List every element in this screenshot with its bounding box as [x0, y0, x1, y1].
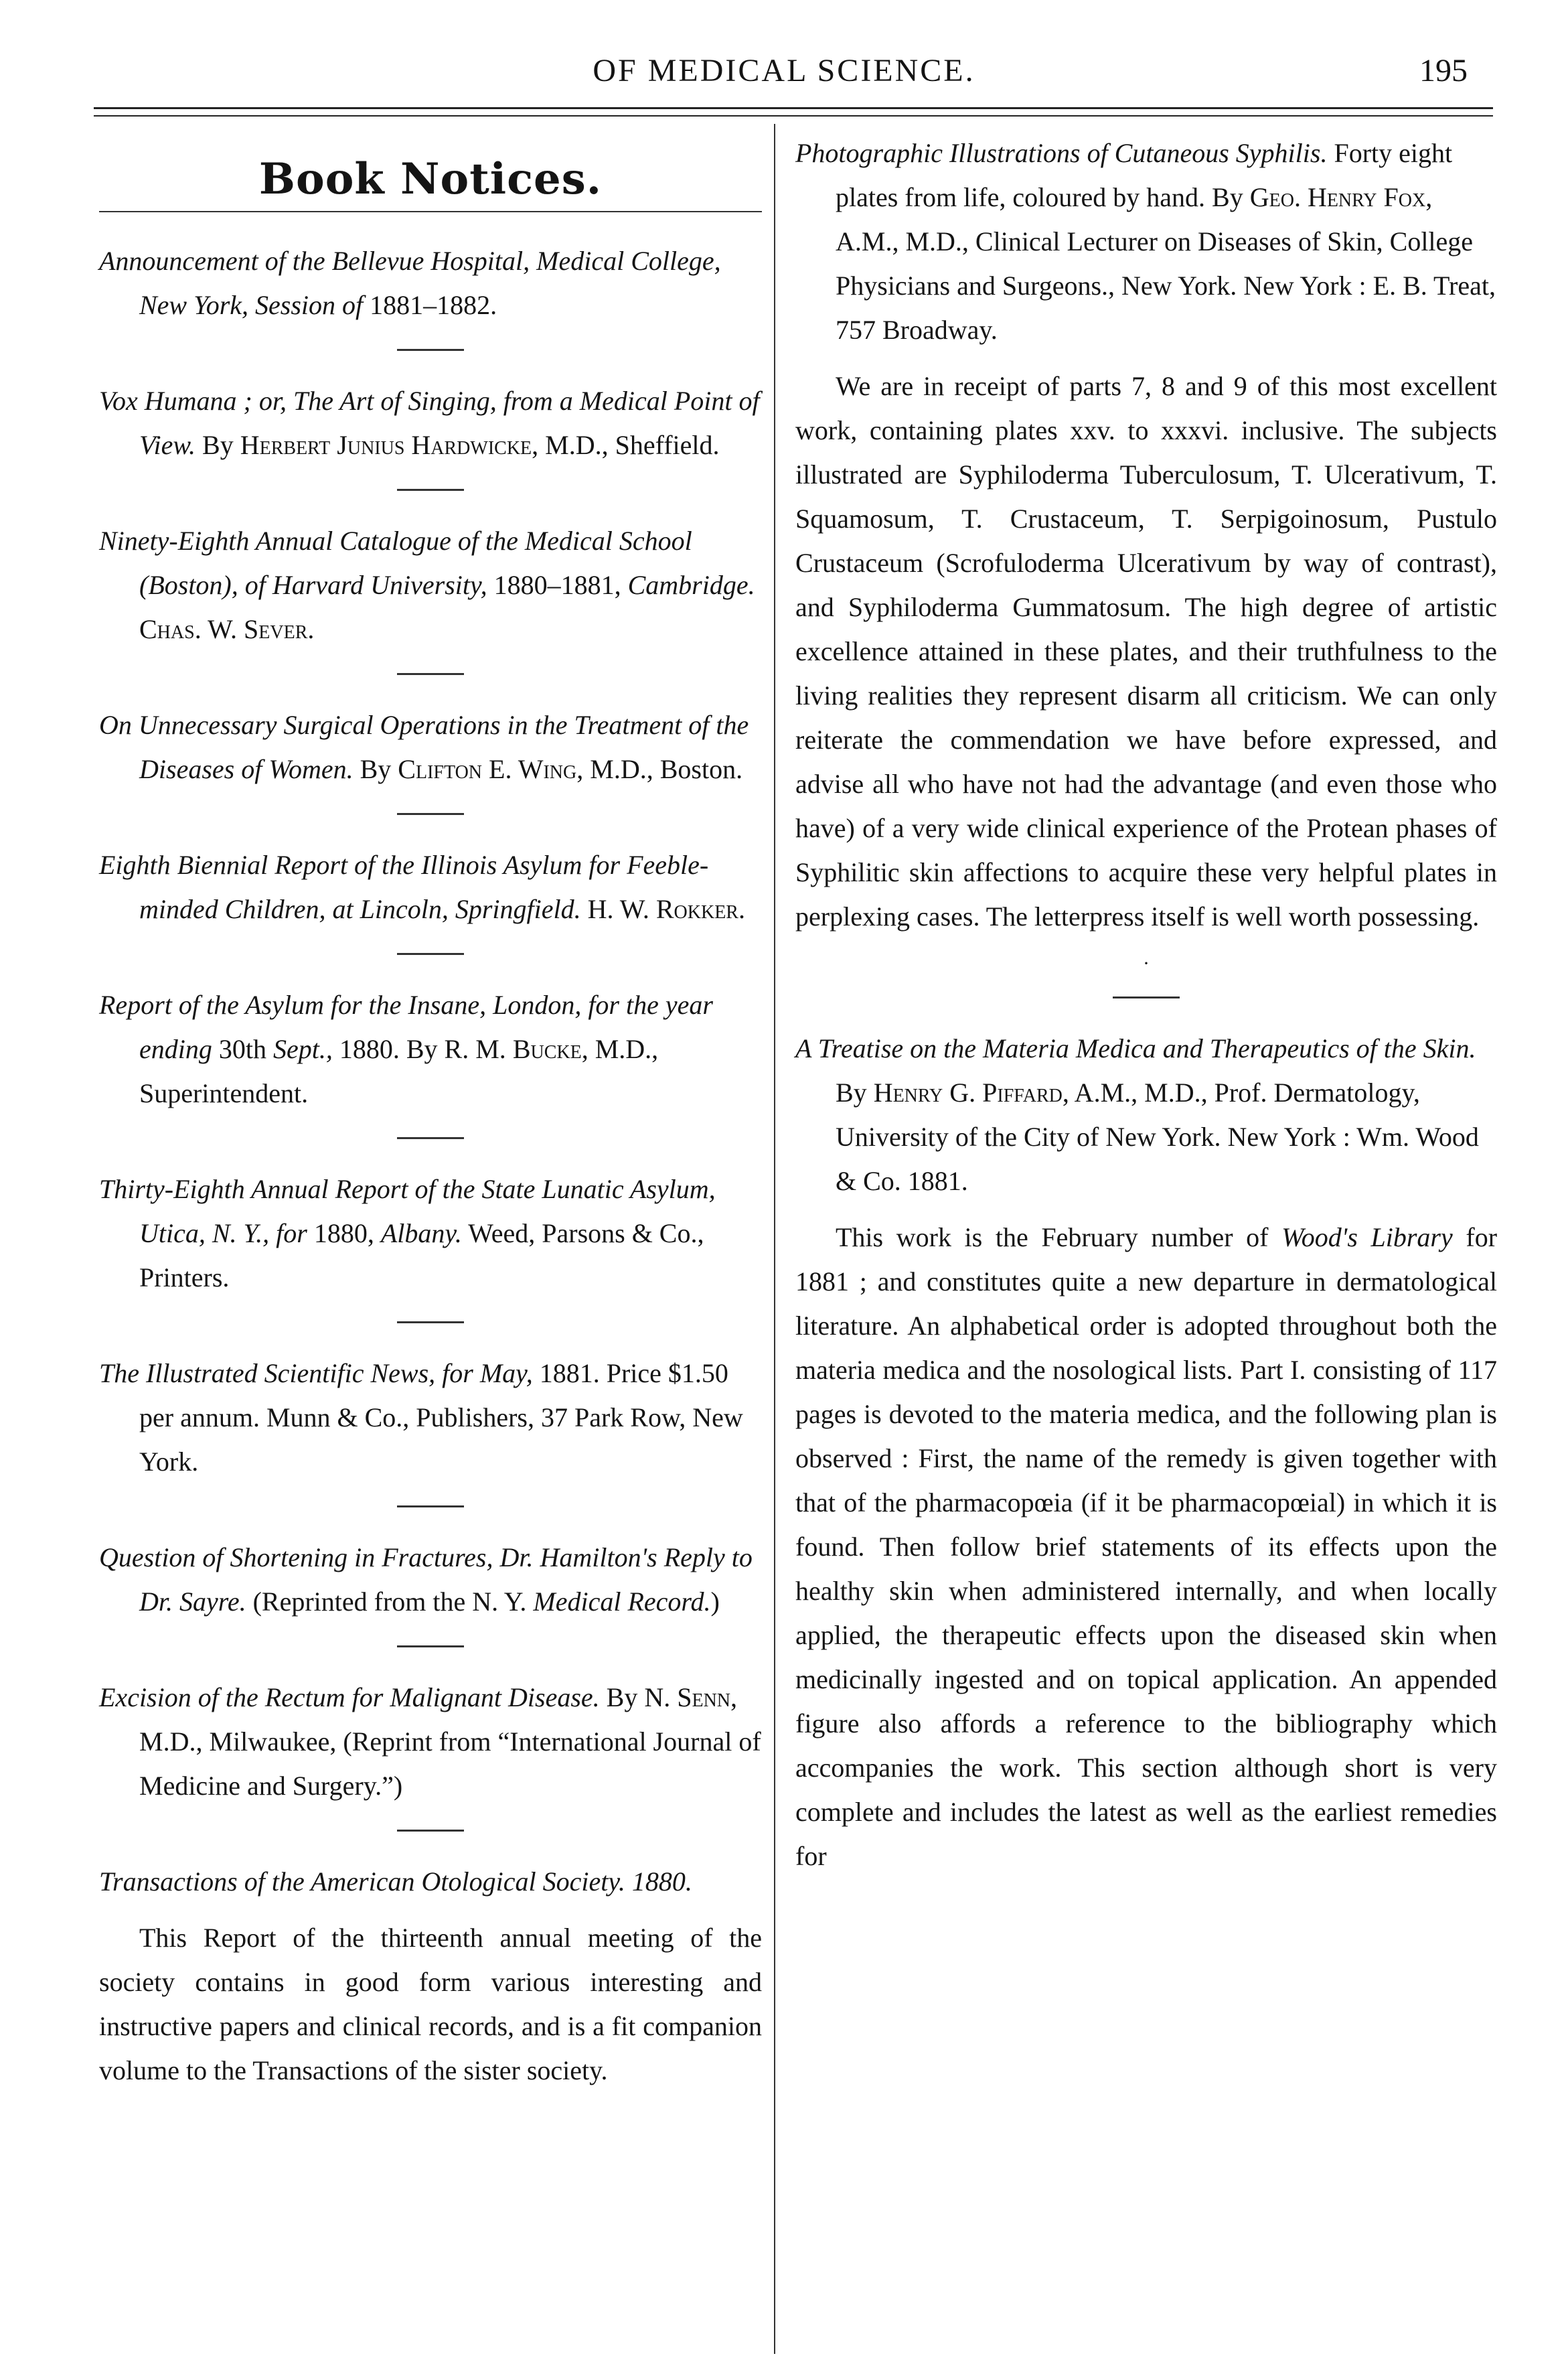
review-paragraph: We are in receipt of parts 7, 8 and 9 of this most excellent work, containing plates xxv. to xxxvi. inclusive. The subjects illustrated are Syphiloderma Tuberculosum, T. Ulcerativum, T. Squamosum, T. Crustaceum, T. Serpigoinosum, Pustulo Crustaceum (Scrofuloderma Ulcerativum by way of contrast), and Syphiloderma Gummatosum. The high degree of artistic excellence attained in these plates, and their truthfulness to the living realities they represent disarm all criticism. We can only reiterate the commendation we have before expressed, and advise all who have not had the advantage (and even those who have) of a very wide clinical experience of the Protean phases of Syphilitic skin affections to acquire these very helpful plates in perplexing cases. The letterpress itself is well worth possessing.: [795, 371, 1497, 932]
section-heading: Book Notices.: [258, 154, 603, 204]
entry-title: Vox Humana ; or, The Art of Singing, from a Medical Point of View.: [99, 386, 760, 460]
book-notice-entry: [99, 843, 762, 932]
entry-text: By: [836, 1078, 874, 1108]
entry-author: Herbert Junius Hardwicke: [240, 430, 532, 460]
entry-divider: [397, 1137, 464, 1139]
entry-title: Question of Shortening in Fractures, Dr. Hamilton's Reply to Dr. Sayre.: [99, 1542, 753, 1617]
header-rule-thin: [94, 115, 1493, 117]
entry-author: Bucke: [512, 1034, 582, 1064]
entry-divider: [397, 349, 464, 351]
entry-title: Eighth Biennial Report of the Illinois Asylum for Feeble-minded Children, at Lincoln, Springfield.: [99, 850, 709, 924]
book-notice-entry: [99, 1536, 762, 1624]
entry-divider: [397, 673, 464, 675]
entry-title-place: Cambridge.: [627, 570, 755, 600]
ornament-dot: ·: [1143, 952, 1150, 974]
entry-title: Excision of the Rectum for Malignant Disease.: [99, 1682, 600, 1712]
entry-text: , A.M., M.D., Prof. Dermatology, University of the City of New York. New York : Wm. Wood & Co. 1881.: [836, 1078, 1479, 1196]
entry-text: , M.D., Boston.: [576, 754, 743, 784]
entry-divider: [397, 489, 464, 491]
entry-text: 1880. By R. M.: [332, 1034, 513, 1064]
entry-text: H. W.: [580, 894, 656, 924]
entry-divider: [397, 1830, 464, 1832]
book-notice-entry: [99, 379, 762, 467]
left-column: [99, 131, 762, 2099]
review-paragraph: [795, 1215, 1497, 1878]
heading-rule: [99, 211, 762, 212]
book-notice-entry: [99, 1351, 762, 1484]
running-head: [0, 52, 1568, 106]
entry-author: Clifton E. Wing: [398, 754, 577, 784]
column-divider: [774, 124, 775, 2354]
entry-author: Henry G. Piffard: [873, 1078, 1063, 1108]
entry-title: Thirty-Eighth Annual Report of the State Lunatic Asylum, Utica, N. Y., for: [99, 1174, 716, 1248]
entry-title: The Illustrated Scientific News, for May,: [99, 1358, 533, 1388]
entry-author: Geo. Henry Fox: [1249, 182, 1426, 212]
entry-title: A Treatise on the Materia Medica and Therapeutics of the Skin.: [795, 1033, 1476, 1063]
entry-text: ): [710, 1586, 720, 1617]
entry-divider: [397, 1645, 464, 1647]
paragraph-text: for 1881 ; and constitutes quite a new departure in dermatological literature. An alphabetical order is adopted throughout both the materia medica and the nosological lists. Part I. consisting of 117 pages is devoted to the materia medica, and the following plan is observed : First, the name of the remedy is given together with that of the pharmacopœia (if it be pharmacopœial) in which it is found. Then follow brief statements of its effects upon the healthy skin when administered internally, and when locally applied, the therapeutic effects upon the diseased skin when medicinally ingested and on topical application. An appended figure also affords a reference to the bibliography which accompanies the work. This section although short is very complete and includes the latest as well as the earliest remedies for: [795, 1222, 1498, 1871]
entry-text: By N.: [599, 1682, 678, 1712]
entry-text: 1881. Price $1.50 per annum. Munn & Co., Publishers, 37 Park Row, New York.: [139, 1358, 743, 1477]
entry-title-journal: Medical Record.: [533, 1586, 711, 1617]
book-notice-entry: [99, 519, 762, 652]
entry-text: 30th: [212, 1034, 273, 1064]
entry-title: Ninety-Eighth Annual Catalogue of the Medical School (Boston), of Harvard University,: [99, 526, 692, 600]
right-column: [795, 131, 1497, 1885]
page-number: 195: [1419, 53, 1468, 88]
entry-title: Photographic Illustrations of Cutaneous Syphilis.: [795, 138, 1328, 168]
entry-author: Rokker.: [655, 894, 745, 924]
entry-title: Report of the Asylum for the Insane, London, for the year ending: [99, 990, 713, 1064]
book-notice-entry: [99, 1167, 762, 1300]
entry-divider: [1113, 996, 1180, 998]
book-notice-entry: [99, 703, 762, 792]
entry-text: 1881–1882.: [363, 290, 497, 320]
entry-text: By: [195, 430, 240, 460]
entry-title: On Unnecessary Surgical Operations in the Treatment of the Diseases of Women.: [99, 710, 749, 784]
book-notice-entry: [99, 1676, 762, 1808]
entry-divider: [397, 813, 464, 815]
running-title: OF MEDICAL SCIENCE.: [593, 53, 975, 88]
entry-text: , M.D., Milwaukee, (Reprint from “International Journal of Medicine and Surgery.”): [139, 1682, 761, 1801]
entry-text: By: [353, 754, 398, 784]
entry-text: Forty eight plates from life, coloured by hand. By: [836, 138, 1453, 212]
header-rule: [94, 107, 1493, 109]
entry-author: Senn: [677, 1682, 731, 1712]
paragraph-text: This work is the February number of: [836, 1222, 1282, 1252]
entry-divider: [397, 1505, 464, 1507]
entry-text: , A.M., M.D., Clinical Lecturer on Diseases of Skin, College Physicians and Surgeons., New York. New York : E. B. Treat, 757 Broadway.: [836, 182, 1496, 345]
book-notice-entry: [795, 131, 1497, 352]
entry-author: Chas. W. Sever.: [139, 614, 315, 644]
entry-title: Announcement of the Bellevue Hospital, Medical College, New York, Session of: [99, 246, 721, 320]
entry-divider: [397, 953, 464, 955]
entry-text: 1880,: [307, 1218, 381, 1248]
entry-text: , M.D., Sheffield.: [532, 430, 720, 460]
entry-divider: [397, 1321, 464, 1323]
entry-title: Transactions of the American Otological Society. 1880.: [99, 1866, 692, 1897]
entry-title-date: Sept.,: [273, 1034, 333, 1064]
entry-text: , M.D., Superintendent.: [139, 1034, 659, 1108]
entry-text: Weed, Parsons & Co., Printers.: [139, 1218, 704, 1292]
paragraph-italic-title: Wood's Library: [1281, 1222, 1453, 1252]
book-notice-entry: [795, 1027, 1497, 1203]
book-notice-entry: [99, 239, 762, 327]
book-notice-entry: [99, 1860, 762, 1904]
entry-text: 1880–1881,: [487, 570, 628, 600]
book-notice-entry: [99, 983, 762, 1116]
review-paragraph: This Report of the thirteenth annual meeting of the society contains in good form various interesting and instructive papers and clinical records, and is a fit companion volume to the Transactions of the sister society.: [99, 1923, 762, 2085]
entry-title-place: Albany.: [380, 1218, 462, 1248]
entry-text: (Reprinted from the N. Y.: [246, 1586, 534, 1617]
